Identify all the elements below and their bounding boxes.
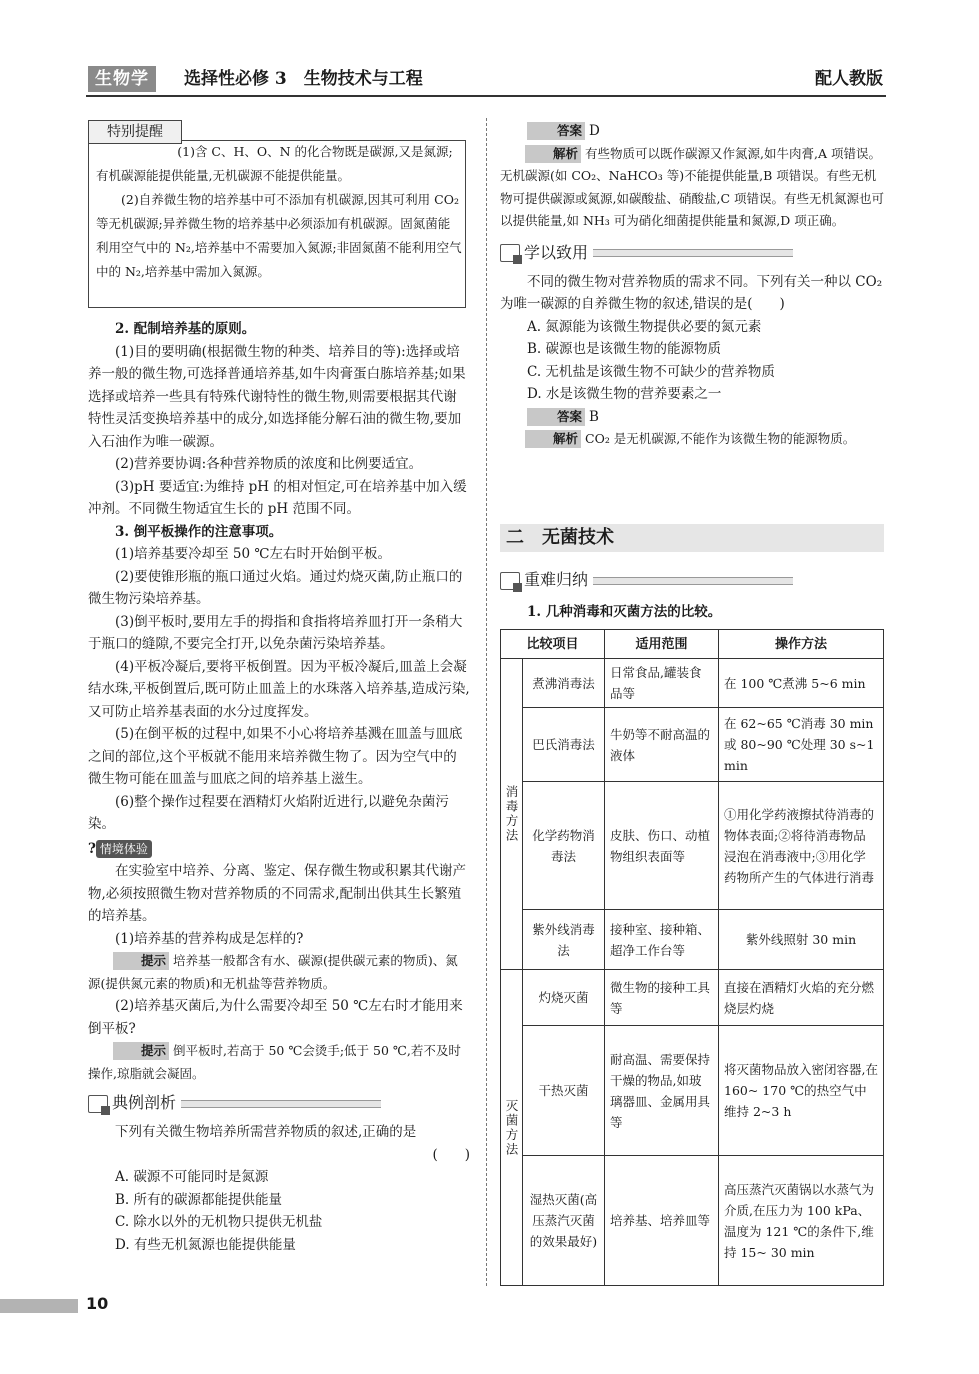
table-row bbox=[501, 708, 884, 782]
table-header-cell: 操作方法 bbox=[719, 630, 884, 659]
scope-cell: 培养基、培养皿等 bbox=[605, 1156, 719, 1286]
option: A. 氮源能为该微生物提供必要的氮元素 bbox=[527, 318, 762, 335]
table-row bbox=[501, 1156, 884, 1286]
option: C. 除水以外的无机物只提供无机盐 bbox=[115, 1214, 323, 1230]
explanation-text: 有些物质可以既作碳源又作氮源,如牛肉膏,A 项错误。无机碳源(如 CO₂、NaHCO₃ 等)不能提供能量,B 项错误。有些无机物可提供碳源或氮源,如碳酸盐、硝酸盐,C 项错误。有些无机氮源也可以提供能量,如 NH₃ 可为硝化细菌提供能量和氮源,D 项正确。 bbox=[500, 145, 884, 228]
example-heading bbox=[88, 1091, 470, 1115]
section-icon bbox=[500, 244, 520, 262]
heading-rule bbox=[593, 577, 793, 585]
apply-question: 不同的微生物对营养物质的需求不同。下列有关一种以 CO₂ 为唯一碳源的自养微生物的叙述,错误的是( ) bbox=[500, 273, 883, 312]
option: D. 水是该微生物的营养要素之一 bbox=[527, 386, 722, 402]
apply-heading bbox=[500, 241, 884, 265]
paragraph: 3. 倒平板操作的注意事项。 bbox=[115, 523, 283, 540]
operation-cell: 在 62~65 ℃消毒 30 min 或 80~90 ℃处理 30 s~1 min bbox=[719, 708, 884, 782]
operation-cell: 在 100 ℃煮沸 5~6 min bbox=[719, 659, 884, 708]
section-title-text: 二 无菌技术 bbox=[506, 527, 614, 548]
scope-cell: 耐高温、需要保持干燥的物品,如玻璃器皿、金属用具等 bbox=[605, 1026, 719, 1156]
paragraph: (1)培养基要冷却至 50 ℃左右时开始倒平板。 bbox=[115, 546, 391, 562]
operation-cell: 直接在酒精灯火焰的充分燃烧层灼烧 bbox=[719, 970, 884, 1026]
explanation-tag: 解析 bbox=[525, 430, 581, 448]
method-cell: 湿热灭菌(高压蒸汽灭菌的效果最好) bbox=[523, 1156, 605, 1286]
subject-label: 生物学 bbox=[88, 66, 156, 92]
paragraph: (4)平板冷凝后,要将平板倒置。因为平板冷凝后,皿盖上会凝结水珠,平板倒置后,既可防止皿盖上的水珠落入培养基,造成污染,又可防止培养基表面的水分过度挥发。 bbox=[88, 658, 470, 720]
hint-tag: 提示 bbox=[113, 1042, 169, 1060]
heading-rule bbox=[593, 249, 793, 257]
right-column bbox=[500, 120, 884, 451]
key-heading-text: 重难归纳 bbox=[524, 570, 589, 589]
example-heading-text: 典例剖析 bbox=[112, 1093, 177, 1112]
table-header-cell: 适用范围 bbox=[605, 630, 719, 659]
answer-tag: 答案 bbox=[527, 122, 585, 140]
note-paragraph: (2)自养微生物的培养基中可不添加有机碳源,因其可利用 CO₂ 等无机碳源;异养微生物的培养基中必须添加有机碳源。固氮菌能利用空气中的 N₂,培养基中不需要加入氮源;非固氮菌不能利用空气中的 N₂,培养基中需加入氮源。 bbox=[96, 192, 462, 279]
method-cell: 干热灭菌 bbox=[523, 1026, 605, 1156]
scene-tag: 情境体验 bbox=[96, 840, 152, 858]
answer-text: D bbox=[589, 123, 600, 139]
option: B. 所有的碳源都能提供能量 bbox=[115, 1191, 283, 1208]
hint-tag: 提示 bbox=[113, 952, 169, 970]
paragraph: (3)pH 要适宜:为维持 pH 的相对恒定,可在培养基中加入缓冲剂。不同微生物适宜生长的 pH 范围不同。 bbox=[88, 478, 467, 517]
answer-text: B bbox=[589, 408, 599, 425]
scope-cell: 接种室、接种箱、超净工作台等 bbox=[605, 910, 719, 970]
option: D. 有些无机氮源也能提供能量 bbox=[115, 1236, 296, 1253]
paragraph: (5)在倒平板的过程中,如果不小心将培养基溅在皿盖与皿底之间的部位,这个平板就不能用来培养微生物了。因为空气中的微生物可能在皿盖与皿底之间的培养基上滋生。 bbox=[88, 726, 463, 787]
paragraph: (3)倒平板时,要用左手的拇指和食指将培养皿打开一条稍大于瓶口的缝隙,不要完全打开,以免杂菌污染培养基。 bbox=[88, 613, 463, 652]
method-cell: 巴氏消毒法 bbox=[523, 708, 605, 782]
table-row bbox=[501, 1026, 884, 1156]
question: (1)培养基的营养构成是怎样的? bbox=[115, 930, 304, 947]
table-row bbox=[501, 659, 884, 708]
answer-tag: 答案 bbox=[527, 408, 585, 426]
option: A. 碳源不可能同时是氮源 bbox=[115, 1169, 269, 1185]
paragraph: (2)要使锥形瓶的瓶口通过火焰。通过灼烧灭菌,防止瓶口的微生物污染培养基。 bbox=[88, 568, 463, 607]
note-paragraph: (1)含 C、H、O、N 的化合物既是碳源,又是氮源;有机碳源能提供能量,无机碳源不能提供能量。 bbox=[96, 144, 453, 183]
operation-cell: ①用化学药液擦拭待消毒的物体表面;②将待消毒物品浸泡在消毒液中;③用化学药物所产生的气体进行消毒 bbox=[719, 782, 884, 910]
table-intro-text: 1. 几种消毒和灭菌方法的比较。 bbox=[527, 604, 722, 620]
table-intro bbox=[500, 601, 884, 624]
paragraph: 在实验室中培养、分离、鉴定、保存微生物或积累其代谢产物,必须按照微生物对营养物质的不同需求,配制出供其生长繁殖的培养基。 bbox=[88, 863, 466, 924]
table-header-row bbox=[501, 630, 884, 659]
method-cell: 灼烧灭菌 bbox=[523, 970, 605, 1026]
group-label: 消毒方法 bbox=[501, 659, 523, 970]
header-rule bbox=[86, 95, 886, 97]
book-title: 选择性必修 3 生物技术与工程 bbox=[184, 69, 423, 89]
key-heading bbox=[500, 568, 884, 592]
section-icon bbox=[500, 572, 520, 590]
explanation-text: CO₂ 是无机碳源,不能作为该微生物的能源物质。 bbox=[585, 431, 856, 446]
question: (2)培养基灭菌后,为什么需要冷却至 50 ℃左右时才能用来倒平板? bbox=[88, 998, 463, 1037]
apply-heading-text: 学以致用 bbox=[524, 242, 589, 262]
lightbulb-icon: ? bbox=[88, 840, 96, 857]
heading-rule bbox=[181, 1100, 381, 1108]
scene-heading bbox=[88, 838, 470, 861]
paragraph: (1)目的要明确(根据微生物的种类、培养目的等):选择或培养一般的微生物,可选择普通培养基,如牛肉膏蛋白胨培养基;如果选择或培养一些具有特殊代谢特性的微生物,则需要根据其代谢特性灵活变换培养基中的成分,如选择能分解石油的微生物,要加入石油作为唯一碳源。 bbox=[88, 343, 466, 450]
table-row bbox=[501, 910, 884, 970]
explanation-tag: 解析 bbox=[525, 145, 581, 163]
left-column bbox=[88, 318, 470, 1256]
page-number: 10 bbox=[86, 1294, 109, 1313]
scope-cell: 日常食品,罐装食品等 bbox=[605, 659, 719, 708]
operation-cell: 高压蒸汽灭菌锅以水蒸气为介质,在压力为 100 kPa、温度为 121 ℃的条件下,维持 15~ 30 min bbox=[719, 1156, 884, 1286]
scope-cell: 皮肤、伤口、动植物组织表面等 bbox=[605, 782, 719, 910]
paragraph: (2)营养要协调:各种营养物质的浓度和比例要适宜。 bbox=[115, 456, 423, 472]
table-row bbox=[501, 970, 884, 1026]
table-row bbox=[501, 782, 884, 910]
table-header-cell: 比较项目 bbox=[501, 630, 605, 659]
scope-cell: 微生物的接种工具等 bbox=[605, 970, 719, 1026]
section-icon bbox=[88, 1095, 108, 1113]
option: C. 无机盐是该微生物不可缺少的营养物质 bbox=[527, 363, 775, 380]
group-label: 灭菌方法 bbox=[501, 970, 523, 1286]
paragraph: 2. 配制培养基的原则。 bbox=[115, 321, 256, 337]
section-title-sterile bbox=[500, 524, 884, 552]
note-text bbox=[96, 140, 462, 284]
answer-paren: ( ) bbox=[432, 1146, 470, 1163]
column-divider bbox=[486, 118, 487, 1286]
hint-text: 培养基一般都含有水、碳源(提供碳元素的物质)、氮源(提供氮元素的物质)和无机盐等营养物质。 bbox=[88, 953, 458, 991]
operation-cell: 紫外线照射 30 min bbox=[719, 910, 884, 970]
sterilization-table bbox=[500, 629, 884, 1286]
scope-cell: 牛奶等不耐高温的液体 bbox=[605, 708, 719, 782]
option: B. 碳源也是该微生物的能源物质 bbox=[527, 341, 722, 357]
method-cell: 化学药物消毒法 bbox=[523, 782, 605, 910]
paragraph: (6)整个操作过程要在酒精灯火焰附近进行,以避免杂菌污染。 bbox=[88, 793, 449, 832]
method-cell: 紫外线消毒法 bbox=[523, 910, 605, 970]
example-question: 下列有关微生物培养所需营养物质的叙述,正确的是 bbox=[115, 1124, 417, 1140]
note-tag: 特别提醒 bbox=[88, 120, 182, 144]
operation-cell: 将灭菌物品放入密闭容器,在 160~ 170 ℃的热空气中维持 2~3 h bbox=[719, 1026, 884, 1156]
method-cell: 煮沸消毒法 bbox=[523, 659, 605, 708]
hint-text: 倒平板时,若高于 50 ℃会烫手;低于 50 ℃,若不及时操作,琼脂就会凝固。 bbox=[88, 1043, 461, 1081]
page-number-bar bbox=[0, 1299, 78, 1313]
edition-label: 配人教版 bbox=[815, 69, 883, 89]
